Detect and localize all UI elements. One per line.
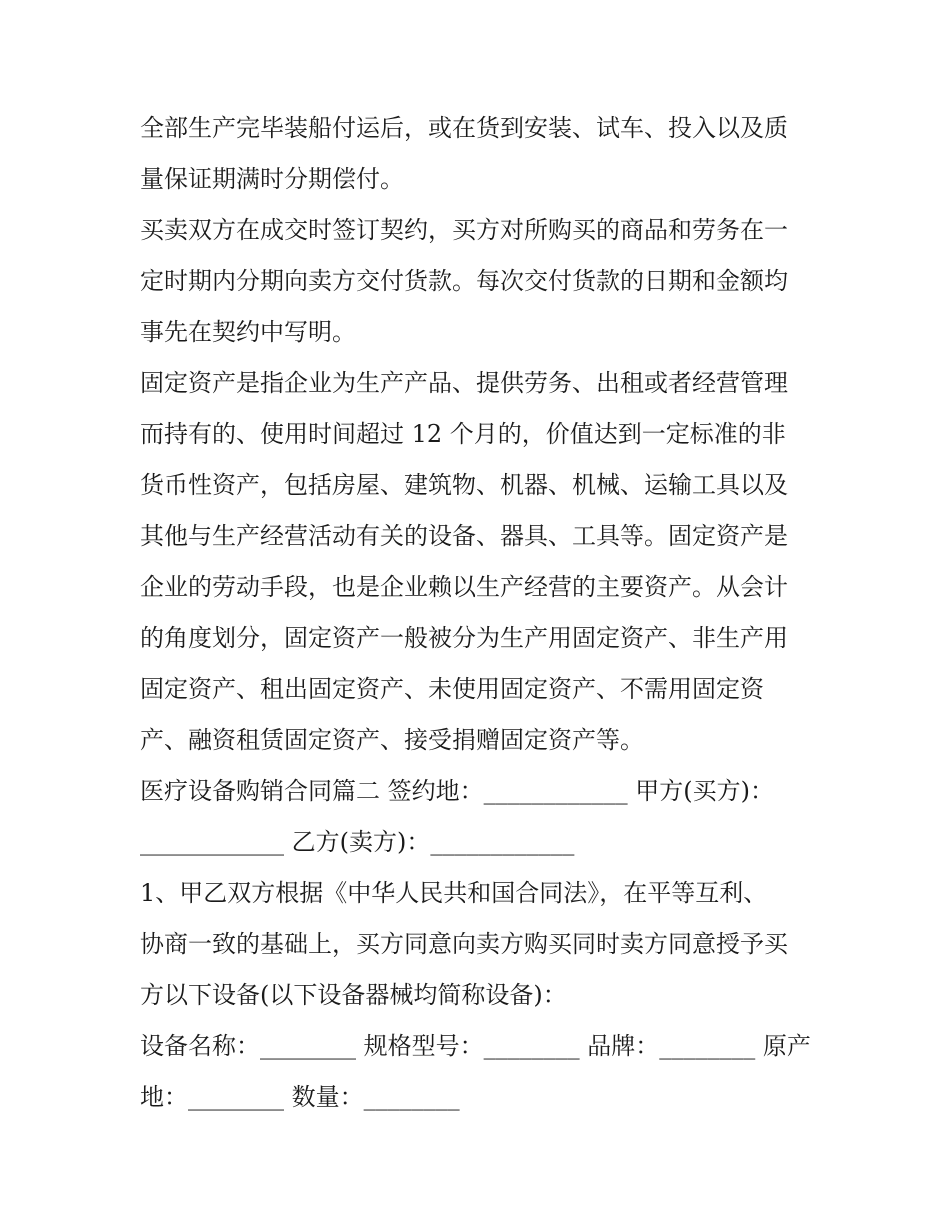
clause-1-line-1: 1、甲乙双方根据《中华人民共和国合同法》，在平等互利、 <box>140 879 768 907</box>
party-line: ____________ 乙方(卖方)：____________ <box>140 828 575 856</box>
text-line-9: 其他与生产经营活动有关的设备、器具、工具等。固定资产是 <box>140 522 788 550</box>
text-line-8: 货币性资产，包括房屋、建筑物、机器、机械、运输工具以及 <box>140 471 788 499</box>
text-line-13: 产、融资租赁固定资产、接受捐赠固定资产等。 <box>140 726 644 754</box>
text-line-2: 量保证期满时分期偿付。 <box>140 165 404 193</box>
text-line-11: 的角度划分，固定资产一般被分为生产用固定资产、非生产用 <box>140 624 788 652</box>
equipment-fields-line-2: 地：________ 数量：________ <box>140 1083 460 1111</box>
text-line-7: 而持有的、使用时间超过 12 个月的，价值达到一定标准的非 <box>140 420 786 448</box>
text-line-12: 固定资产、租出固定资产、未使用固定资产、不需用固定资 <box>140 675 764 703</box>
text-line-6: 固定资产是指企业为生产产品、提供劳务、出租或者经营管理 <box>140 369 788 397</box>
document-body <box>140 103 820 1123</box>
text-line-3: 买卖双方在成交时签订契约，买方对所购买的商品和劳务在一 <box>140 216 788 244</box>
text-line-10: 企业的劳动手段，也是企业赖以生产经营的主要资产。从会计 <box>140 573 788 601</box>
clause-1-line-2: 协商一致的基础上，买方同意向卖方购买同时卖方同意授予买 <box>140 930 788 958</box>
clause-1-line-3: 方以下设备(以下设备器械均简称设备)： <box>140 981 567 1009</box>
text-line-1: 全部生产完毕装船付运后，或在货到安装、试车、投入以及质 <box>140 114 788 142</box>
contract-title-line: 医疗设备购销合同篇二 签约地：____________ 甲方(买方)： <box>140 777 774 805</box>
equipment-fields-line-1: 设备名称：________ 规格型号：________ 品牌：________ 原产 <box>140 1032 811 1060</box>
text-line-4: 定时期内分期向卖方交付货款。每次交付货款的日期和金额均 <box>140 267 788 295</box>
text-line-5: 事先在契约中写明。 <box>140 318 356 346</box>
